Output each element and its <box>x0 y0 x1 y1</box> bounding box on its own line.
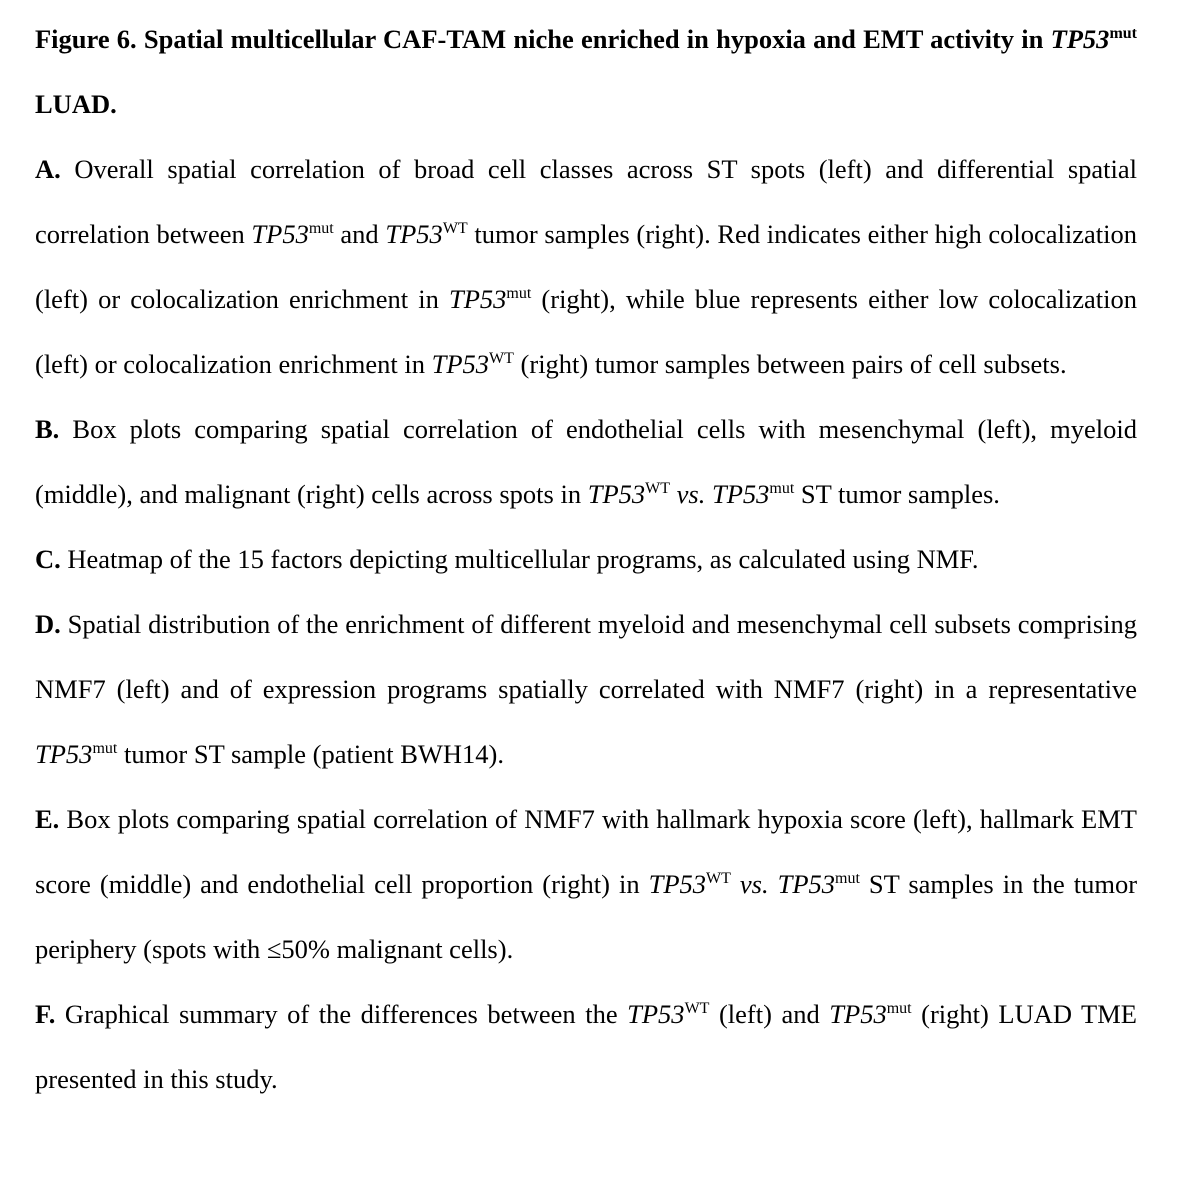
gene-superscript: WT <box>706 870 731 888</box>
gene-superscript: WT <box>645 480 671 498</box>
panel-a-text: tumor samples (right). Red indicates either high colocalization (left) or colocalization enrichment in <box>35 219 1138 314</box>
figure-caption-page <box>35 0 1137 1112</box>
panel-e-paragraph <box>35 787 1137 982</box>
panel-c-text: Heatmap of the 15 factors depicting multicellular programs, as calculated using NMF. <box>60 544 979 574</box>
gene-name: TP53 <box>627 999 685 1029</box>
panel-e-label: E. <box>35 804 60 834</box>
panel-f-label: F. <box>35 999 56 1029</box>
panel-d-text: Spatial distribution of the enrichment of different myeloid and mesenchymal cell subsets comprising NMF7 (left) and of expression programs spatially correlated with NMF7 (right) in a representative <box>35 609 1137 704</box>
gene-name: TP53 <box>251 219 309 249</box>
panel-e-text: Box plots comparing spatial correlation of NMF7 with hallmark hypoxia score (left), hallmark EMT score (middle) and endothelial cell proportion (right) in <box>35 804 1137 899</box>
panel-f-text: (left) and <box>709 999 830 1029</box>
panel-e-text: ST samples in the tumor periphery (spots with ≤50% malignant cells). <box>35 869 1138 964</box>
panel-a-text: (right), while blue represents either low colocalization (left) or colocalization enrichment in <box>35 284 1137 379</box>
gene-name: TP53 <box>35 739 93 769</box>
title-suffix: LUAD. <box>35 89 117 119</box>
gene-superscript: WT <box>442 220 468 238</box>
versus-text: vs. <box>670 479 706 509</box>
gene-name: TP53 <box>711 479 770 509</box>
panel-d-label: D. <box>35 609 61 639</box>
gene-name: TP53 <box>448 284 507 314</box>
panel-b-label: B. <box>35 414 60 444</box>
panel-f-text: (right) LUAD TME presented in this study. <box>35 999 1137 1094</box>
gene-superscript: mut <box>308 220 334 238</box>
title-prefix: Figure 6. Spatial multicellular CAF-TAM niche enriched in hypoxia and EMT activity in <box>35 24 1051 54</box>
panel-d-text: tumor ST sample (patient BWH14). <box>117 739 504 769</box>
panel-a-text: (right) tumor samples between pairs of cell subsets. <box>513 349 1067 379</box>
gene-name: TP53 <box>587 479 646 509</box>
gene-name: TP53 <box>385 219 443 249</box>
gene-superscript: mut <box>92 740 118 758</box>
panel-c-paragraph <box>35 527 1137 592</box>
versus-text: vs. <box>730 869 769 899</box>
title-gene: TP53 <box>1050 24 1110 54</box>
panel-f-paragraph <box>35 982 1137 1112</box>
panel-a-text: Overall spatial correlation of broad cell classes across ST spots (left) and differential spatial correlation between <box>35 154 1137 249</box>
gene-superscript: WT <box>684 1000 710 1018</box>
gene-superscript: mut <box>769 480 795 498</box>
gene-superscript: mut <box>506 285 532 303</box>
gene-superscript: mut <box>886 1000 912 1018</box>
panel-f-text: Graphical summary of the differences between the <box>55 999 628 1029</box>
panel-b-paragraph <box>35 397 1137 527</box>
panel-b-text: ST tumor samples. <box>794 479 1000 509</box>
panel-a-label: A. <box>35 154 61 184</box>
gene-superscript: mut <box>835 870 860 888</box>
panel-d-paragraph <box>35 592 1137 787</box>
panel-b-text: Box plots comparing spatial correlation of endothelial cells with mesenchymal (left), myeloid (middle), and malignant (right) cells across spots in <box>35 414 1137 509</box>
panel-e-text <box>769 869 778 899</box>
figure-title <box>35 7 1137 137</box>
panel-c-label: C. <box>35 544 61 574</box>
gene-name: TP53 <box>777 869 836 899</box>
gene-name: TP53 <box>431 349 490 379</box>
gene-name: TP53 <box>648 869 707 899</box>
panel-b-text <box>705 479 712 509</box>
gene-superscript: WT <box>489 350 514 368</box>
title-gene-superscript: mut <box>1109 25 1137 43</box>
panel-a-paragraph <box>35 137 1137 397</box>
gene-name: TP53 <box>829 999 887 1029</box>
panel-a-text: and <box>333 219 386 249</box>
